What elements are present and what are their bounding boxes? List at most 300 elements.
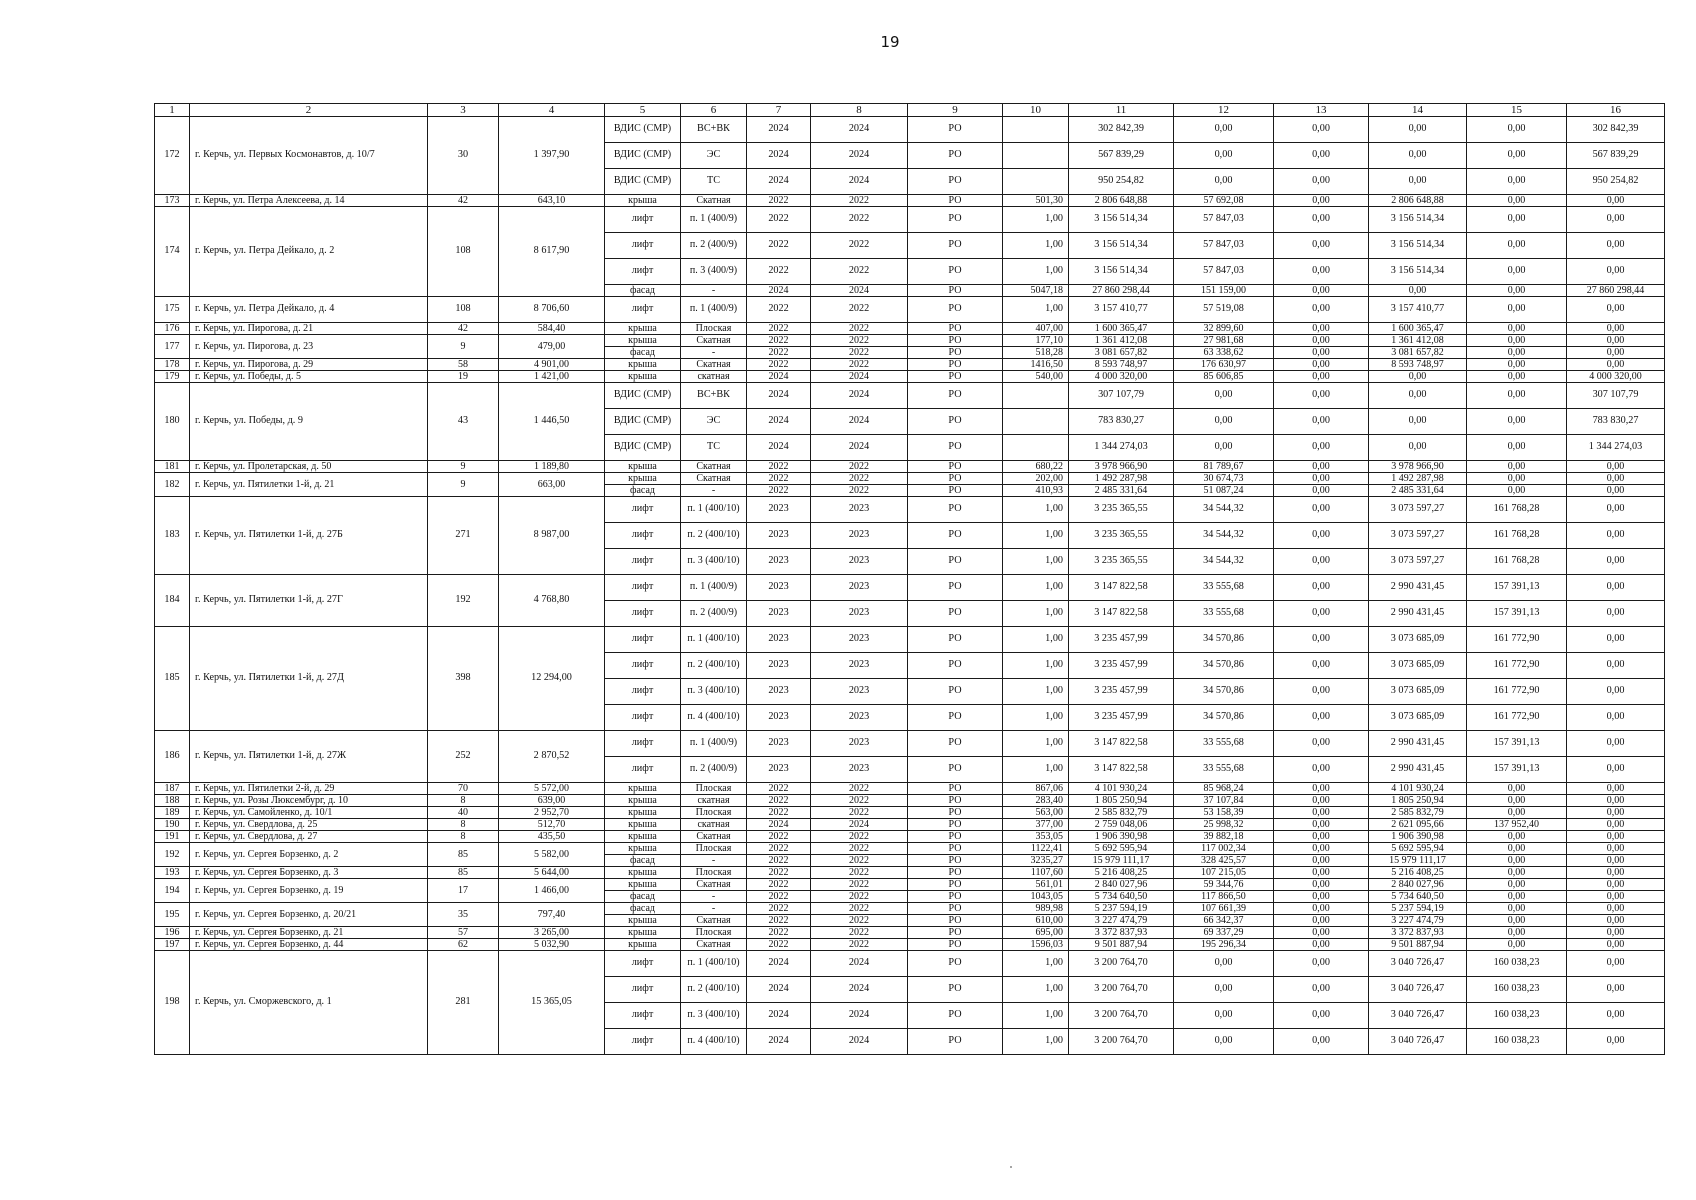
work-subtype-cell: п. 2 (400/10) — [681, 977, 747, 1003]
volume-cell: 1107,60 — [1003, 867, 1069, 879]
cost-col16-cell: 0,00 — [1567, 575, 1665, 601]
total-cost-cell: 3 200 764,70 — [1069, 1003, 1174, 1029]
address-cell: г. Керчь, ул. Пятилетки 1-й, д. 27Г — [190, 575, 428, 627]
cost-col12-cell: 33 555,68 — [1174, 731, 1274, 757]
year-end-cell: 2023 — [811, 601, 908, 627]
year-start-cell: 2024 — [747, 819, 811, 831]
cost-col14-cell: 2 990 431,45 — [1369, 731, 1467, 757]
cost-col12-cell: 57 847,03 — [1174, 207, 1274, 233]
table-row — [155, 731, 1665, 757]
cost-col15-cell: 0,00 — [1467, 473, 1567, 485]
work-subtype-cell: п. 1 (400/10) — [681, 951, 747, 977]
work-subtype-cell: - — [681, 485, 747, 497]
cost-col12-cell: 34 570,86 — [1174, 705, 1274, 731]
cost-col15-cell: 160 038,23 — [1467, 1029, 1567, 1055]
total-cost-cell: 2 485 331,64 — [1069, 485, 1174, 497]
cost-col14-cell: 2 621 095,66 — [1369, 819, 1467, 831]
year-end-cell: 2024 — [811, 819, 908, 831]
year-start-cell: 2023 — [747, 601, 811, 627]
year-end-cell: 2024 — [811, 1003, 908, 1029]
work-type-cell: лифт — [605, 757, 681, 783]
method-cell: РО — [908, 371, 1003, 383]
address-cell: г. Керчь, ул. Сергея Борзенко, д. 44 — [190, 939, 428, 951]
work-type-cell: крыша — [605, 939, 681, 951]
year-end-cell: 2024 — [811, 1029, 908, 1055]
method-cell: РО — [908, 549, 1003, 575]
method-cell: РО — [908, 323, 1003, 335]
volume-cell: 1,00 — [1003, 705, 1069, 731]
cost-col15-cell: 0,00 — [1467, 939, 1567, 951]
area-cell: 15 365,05 — [499, 951, 605, 1055]
work-type-cell: ВДИС (СМР) — [605, 117, 681, 143]
volume-cell: 695,00 — [1003, 927, 1069, 939]
work-type-cell: ВДИС (СМР) — [605, 143, 681, 169]
year-end-cell: 2022 — [811, 461, 908, 473]
table-row — [155, 831, 1665, 843]
cost-col14-cell: 4 101 930,24 — [1369, 783, 1467, 795]
cost-col16-cell: 0,00 — [1567, 679, 1665, 705]
work-subtype-cell: п. 3 (400/10) — [681, 549, 747, 575]
cost-col16-cell: 0,00 — [1567, 879, 1665, 891]
work-type-cell: лифт — [605, 259, 681, 285]
cost-col15-cell: 0,00 — [1467, 323, 1567, 335]
work-subtype-cell: п. 4 (400/10) — [681, 1029, 747, 1055]
year-start-cell: 2022 — [747, 891, 811, 903]
area-cell: 5 582,00 — [499, 843, 605, 867]
year-start-cell: 2024 — [747, 1003, 811, 1029]
cost-col15-cell: 161 768,28 — [1467, 549, 1567, 575]
apartments-cell: 62 — [428, 939, 499, 951]
cost-col13-cell: 0,00 — [1274, 705, 1369, 731]
method-cell: РО — [908, 843, 1003, 855]
work-type-cell: крыша — [605, 915, 681, 927]
year-start-cell: 2022 — [747, 323, 811, 335]
work-type-cell: крыша — [605, 843, 681, 855]
cost-col14-cell: 3 040 726,47 — [1369, 951, 1467, 977]
method-cell: РО — [908, 867, 1003, 879]
cost-col16-cell: 0,00 — [1567, 323, 1665, 335]
total-cost-cell: 4 000 320,00 — [1069, 371, 1174, 383]
method-cell: РО — [908, 297, 1003, 323]
cost-col14-cell: 3 156 514,34 — [1369, 233, 1467, 259]
row-number: 183 — [155, 497, 190, 575]
area-cell: 3 265,00 — [499, 927, 605, 939]
cost-col15-cell: 157 391,13 — [1467, 757, 1567, 783]
volume-cell: 1,00 — [1003, 297, 1069, 323]
total-cost-cell: 3 372 837,93 — [1069, 927, 1174, 939]
volume-cell: 1,00 — [1003, 497, 1069, 523]
year-start-cell: 2022 — [747, 335, 811, 347]
volume-cell: 1416,50 — [1003, 359, 1069, 371]
cost-col16-cell: 0,00 — [1567, 627, 1665, 653]
year-start-cell: 2023 — [747, 731, 811, 757]
cost-col12-cell: 0,00 — [1174, 409, 1274, 435]
work-type-cell: лифт — [605, 705, 681, 731]
work-type-cell: крыша — [605, 819, 681, 831]
area-cell: 1 397,90 — [499, 117, 605, 195]
apartments-cell: 9 — [428, 473, 499, 497]
cost-col13-cell: 0,00 — [1274, 435, 1369, 461]
cost-col15-cell: 0,00 — [1467, 371, 1567, 383]
cost-col14-cell: 3 073 685,09 — [1369, 679, 1467, 705]
table-row — [155, 575, 1665, 601]
method-cell: РО — [908, 1029, 1003, 1055]
work-type-cell: фасад — [605, 903, 681, 915]
year-end-cell: 2022 — [811, 915, 908, 927]
apartments-cell: 42 — [428, 195, 499, 207]
cost-col16-cell: 0,00 — [1567, 783, 1665, 795]
method-cell: РО — [908, 497, 1003, 523]
cost-col14-cell: 3 040 726,47 — [1369, 1003, 1467, 1029]
work-subtype-cell: ТС — [681, 435, 747, 461]
area-cell: 4 768,80 — [499, 575, 605, 627]
year-end-cell: 2024 — [811, 977, 908, 1003]
cost-col13-cell: 0,00 — [1274, 855, 1369, 867]
work-type-cell: ВДИС (СМР) — [605, 409, 681, 435]
work-subtype-cell: п. 1 (400/9) — [681, 297, 747, 323]
cost-col14-cell: 3 040 726,47 — [1369, 1029, 1467, 1055]
cost-col14-cell: 0,00 — [1369, 143, 1467, 169]
table-row — [155, 359, 1665, 371]
row-number: 179 — [155, 371, 190, 383]
year-end-cell: 2023 — [811, 653, 908, 679]
work-type-cell: лифт — [605, 951, 681, 977]
apartments-cell: 40 — [428, 807, 499, 819]
method-cell: РО — [908, 819, 1003, 831]
area-cell: 2 870,52 — [499, 731, 605, 783]
address-cell: г. Керчь, ул. Пятилетки 1-й, д. 27Ж — [190, 731, 428, 783]
work-subtype-cell: Скатная — [681, 335, 747, 347]
year-end-cell: 2022 — [811, 795, 908, 807]
row-number: 187 — [155, 783, 190, 795]
method-cell: РО — [908, 285, 1003, 297]
year-end-cell: 2024 — [811, 285, 908, 297]
cost-col13-cell: 0,00 — [1274, 575, 1369, 601]
work-type-cell: лифт — [605, 1029, 681, 1055]
address-cell: г. Керчь, ул. Сергея Борзенко, д. 21 — [190, 927, 428, 939]
cost-col13-cell: 0,00 — [1274, 371, 1369, 383]
year-start-cell: 2023 — [747, 653, 811, 679]
total-cost-cell: 302 842,39 — [1069, 117, 1174, 143]
year-end-cell: 2024 — [811, 409, 908, 435]
work-subtype-cell: ВС+ВК — [681, 383, 747, 409]
volume-cell: 540,00 — [1003, 371, 1069, 383]
address-cell: г. Керчь, ул. Пирогова, д. 29 — [190, 359, 428, 371]
year-end-cell: 2022 — [811, 867, 908, 879]
cost-col13-cell: 0,00 — [1274, 195, 1369, 207]
table-row — [155, 207, 1665, 233]
cost-col12-cell: 53 158,39 — [1174, 807, 1274, 819]
row-number: 184 — [155, 575, 190, 627]
table-row — [155, 117, 1665, 143]
cost-col12-cell: 0,00 — [1174, 951, 1274, 977]
cost-col16-cell: 0,00 — [1567, 819, 1665, 831]
total-cost-cell: 3 200 764,70 — [1069, 977, 1174, 1003]
cost-col12-cell: 34 544,32 — [1174, 497, 1274, 523]
work-type-cell: лифт — [605, 731, 681, 757]
year-end-cell: 2022 — [811, 807, 908, 819]
volume-cell: 1,00 — [1003, 1003, 1069, 1029]
cost-col13-cell: 0,00 — [1274, 927, 1369, 939]
cost-col15-cell: 161 772,90 — [1467, 627, 1567, 653]
cost-col16-cell: 307 107,79 — [1567, 383, 1665, 409]
total-cost-cell: 2 840 027,96 — [1069, 879, 1174, 891]
total-cost-cell: 3 147 822,58 — [1069, 731, 1174, 757]
work-type-cell: лифт — [605, 601, 681, 627]
cost-col12-cell: 57 847,03 — [1174, 259, 1274, 285]
work-subtype-cell: Скатная — [681, 195, 747, 207]
cost-col13-cell: 0,00 — [1274, 843, 1369, 855]
year-end-cell: 2024 — [811, 371, 908, 383]
volume-cell: 561,01 — [1003, 879, 1069, 891]
cost-col13-cell: 0,00 — [1274, 323, 1369, 335]
cost-col12-cell: 33 555,68 — [1174, 757, 1274, 783]
total-cost-cell: 3 235 365,55 — [1069, 523, 1174, 549]
method-cell: РО — [908, 783, 1003, 795]
year-end-cell: 2022 — [811, 347, 908, 359]
cost-col16-cell: 0,00 — [1567, 473, 1665, 485]
cost-col15-cell: 0,00 — [1467, 927, 1567, 939]
cost-col16-cell: 0,00 — [1567, 549, 1665, 575]
area-cell: 584,40 — [499, 323, 605, 335]
work-subtype-cell: - — [681, 347, 747, 359]
cost-col12-cell: 51 087,24 — [1174, 485, 1274, 497]
work-subtype-cell: Плоская — [681, 927, 747, 939]
work-subtype-cell: п. 2 (400/9) — [681, 601, 747, 627]
cost-col14-cell: 5 692 595,94 — [1369, 843, 1467, 855]
cost-col16-cell: 0,00 — [1567, 891, 1665, 903]
year-end-cell: 2023 — [811, 731, 908, 757]
cost-col12-cell: 0,00 — [1174, 1029, 1274, 1055]
year-start-cell: 2022 — [747, 359, 811, 371]
year-start-cell: 2022 — [747, 831, 811, 843]
volume-cell: 610,00 — [1003, 915, 1069, 927]
column-header: 12 — [1174, 104, 1274, 117]
method-cell: РО — [908, 473, 1003, 485]
work-type-cell: крыша — [605, 195, 681, 207]
total-cost-cell: 3 978 966,90 — [1069, 461, 1174, 473]
total-cost-cell: 3 235 457,99 — [1069, 627, 1174, 653]
row-number: 197 — [155, 939, 190, 951]
work-type-cell: ВДИС (СМР) — [605, 383, 681, 409]
cost-col14-cell: 1 492 287,98 — [1369, 473, 1467, 485]
page-number: 19 — [880, 33, 900, 51]
method-cell: РО — [908, 435, 1003, 461]
cost-col14-cell: 3 372 837,93 — [1369, 927, 1467, 939]
cost-col13-cell: 0,00 — [1274, 169, 1369, 195]
year-end-cell: 2022 — [811, 831, 908, 843]
volume-cell: 353,05 — [1003, 831, 1069, 843]
cost-col14-cell: 2 840 027,96 — [1369, 879, 1467, 891]
cost-col15-cell: 160 038,23 — [1467, 977, 1567, 1003]
work-type-cell: лифт — [605, 653, 681, 679]
cost-col16-cell: 0,00 — [1567, 485, 1665, 497]
volume-cell: 1,00 — [1003, 731, 1069, 757]
cost-col16-cell: 0,00 — [1567, 939, 1665, 951]
method-cell: РО — [908, 359, 1003, 371]
method-cell: РО — [908, 117, 1003, 143]
method-cell: РО — [908, 601, 1003, 627]
cost-col15-cell: 0,00 — [1467, 259, 1567, 285]
volume-cell: 501,30 — [1003, 195, 1069, 207]
year-end-cell: 2024 — [811, 951, 908, 977]
total-cost-cell: 9 501 887,94 — [1069, 939, 1174, 951]
cost-col13-cell: 0,00 — [1274, 915, 1369, 927]
cost-col12-cell: 57 692,08 — [1174, 195, 1274, 207]
cost-col16-cell: 0,00 — [1567, 1003, 1665, 1029]
volume-cell: 1,00 — [1003, 259, 1069, 285]
apartments-cell: 271 — [428, 497, 499, 575]
cost-col13-cell: 0,00 — [1274, 679, 1369, 705]
year-start-cell: 2022 — [747, 855, 811, 867]
work-type-cell: лифт — [605, 679, 681, 705]
work-subtype-cell: п. 2 (400/10) — [681, 653, 747, 679]
year-start-cell: 2022 — [747, 783, 811, 795]
table-row — [155, 819, 1665, 831]
cost-col12-cell: 34 570,86 — [1174, 653, 1274, 679]
cost-col15-cell: 160 038,23 — [1467, 1003, 1567, 1029]
column-header: 5 — [605, 104, 681, 117]
area-cell: 1 421,00 — [499, 371, 605, 383]
total-cost-cell: 3 227 474,79 — [1069, 915, 1174, 927]
volume-cell: 1,00 — [1003, 627, 1069, 653]
cost-col12-cell: 34 544,32 — [1174, 549, 1274, 575]
year-end-cell: 2022 — [811, 879, 908, 891]
volume-cell: 518,28 — [1003, 347, 1069, 359]
cost-col15-cell: 0,00 — [1467, 831, 1567, 843]
address-cell: г. Керчь, ул. Пятилетки 1-й, д. 27Б — [190, 497, 428, 575]
year-end-cell: 2022 — [811, 195, 908, 207]
work-subtype-cell: п. 4 (400/10) — [681, 705, 747, 731]
cost-col14-cell: 2 990 431,45 — [1369, 575, 1467, 601]
volume-cell: 1,00 — [1003, 233, 1069, 259]
cost-col14-cell: 1 906 390,98 — [1369, 831, 1467, 843]
method-cell: РО — [908, 705, 1003, 731]
address-cell: г. Керчь, ул. Пирогова, д. 23 — [190, 335, 428, 359]
cost-col16-cell: 0,00 — [1567, 843, 1665, 855]
cost-col16-cell: 0,00 — [1567, 259, 1665, 285]
cost-col12-cell: 63 338,62 — [1174, 347, 1274, 359]
year-end-cell: 2023 — [811, 523, 908, 549]
apartments-cell: 281 — [428, 951, 499, 1055]
cost-col13-cell: 0,00 — [1274, 831, 1369, 843]
cost-col13-cell: 0,00 — [1274, 939, 1369, 951]
volume-cell: 1,00 — [1003, 653, 1069, 679]
cost-col14-cell: 2 990 431,45 — [1369, 601, 1467, 627]
cost-col14-cell: 3 156 514,34 — [1369, 207, 1467, 233]
apartments-cell: 70 — [428, 783, 499, 795]
cost-col15-cell: 0,00 — [1467, 169, 1567, 195]
column-header: 15 — [1467, 104, 1567, 117]
cost-col15-cell: 0,00 — [1467, 297, 1567, 323]
work-subtype-cell: п. 3 (400/10) — [681, 679, 747, 705]
address-cell: г. Керчь, ул. Пирогова, д. 21 — [190, 323, 428, 335]
cost-col12-cell: 328 425,57 — [1174, 855, 1274, 867]
cost-col16-cell: 0,00 — [1567, 347, 1665, 359]
cost-col12-cell: 85 606,85 — [1174, 371, 1274, 383]
cost-col14-cell: 3 073 685,09 — [1369, 627, 1467, 653]
work-type-cell: лифт — [605, 1003, 681, 1029]
cost-col12-cell: 0,00 — [1174, 169, 1274, 195]
total-cost-cell: 950 254,82 — [1069, 169, 1174, 195]
work-type-cell: лифт — [605, 233, 681, 259]
work-subtype-cell: Скатная — [681, 915, 747, 927]
total-cost-cell: 1 805 250,94 — [1069, 795, 1174, 807]
cost-col14-cell: 2 485 331,64 — [1369, 485, 1467, 497]
area-cell: 1 466,00 — [499, 879, 605, 903]
cost-col12-cell: 33 555,68 — [1174, 575, 1274, 601]
method-cell: РО — [908, 233, 1003, 259]
cost-col14-cell: 1 361 412,08 — [1369, 335, 1467, 347]
cost-col15-cell: 157 391,13 — [1467, 575, 1567, 601]
year-end-cell: 2023 — [811, 705, 908, 731]
cost-col13-cell: 0,00 — [1274, 879, 1369, 891]
year-end-cell: 2023 — [811, 757, 908, 783]
cost-col13-cell: 0,00 — [1274, 891, 1369, 903]
cost-col13-cell: 0,00 — [1274, 601, 1369, 627]
cost-col12-cell: 0,00 — [1174, 143, 1274, 169]
total-cost-cell: 5 216 408,25 — [1069, 867, 1174, 879]
year-start-cell: 2024 — [747, 169, 811, 195]
cost-col12-cell: 32 899,60 — [1174, 323, 1274, 335]
year-end-cell: 2022 — [811, 473, 908, 485]
cost-col15-cell: 0,00 — [1467, 143, 1567, 169]
method-cell: РО — [908, 891, 1003, 903]
apartments-cell: 8 — [428, 795, 499, 807]
cost-col15-cell: 0,00 — [1467, 891, 1567, 903]
row-number: 186 — [155, 731, 190, 783]
cost-col13-cell: 0,00 — [1274, 807, 1369, 819]
cost-col15-cell: 0,00 — [1467, 335, 1567, 347]
area-cell: 4 901,00 — [499, 359, 605, 371]
address-cell: г. Керчь, ул. Свердлова, д. 25 — [190, 819, 428, 831]
address-cell: г. Керчь, ул. Петра Дейкало, д. 2 — [190, 207, 428, 297]
cost-col12-cell: 0,00 — [1174, 117, 1274, 143]
year-end-cell: 2022 — [811, 843, 908, 855]
year-start-cell: 2024 — [747, 409, 811, 435]
cost-col14-cell: 1 600 365,47 — [1369, 323, 1467, 335]
work-subtype-cell: Плоская — [681, 323, 747, 335]
table-row — [155, 927, 1665, 939]
cost-col13-cell: 0,00 — [1274, 233, 1369, 259]
year-start-cell: 2022 — [747, 807, 811, 819]
method-cell: РО — [908, 679, 1003, 705]
apartments-cell: 85 — [428, 867, 499, 879]
method-cell: РО — [908, 523, 1003, 549]
year-start-cell: 2022 — [747, 233, 811, 259]
year-end-cell: 2022 — [811, 783, 908, 795]
year-start-cell: 2024 — [747, 1029, 811, 1055]
address-cell: г. Керчь, ул. Пятилетки 1-й, д. 21 — [190, 473, 428, 497]
cost-col12-cell: 117 866,50 — [1174, 891, 1274, 903]
cost-col14-cell: 9 501 887,94 — [1369, 939, 1467, 951]
method-cell: РО — [908, 903, 1003, 915]
volume-cell: 202,00 — [1003, 473, 1069, 485]
row-number: 191 — [155, 831, 190, 843]
table-row — [155, 371, 1665, 383]
area-cell: 663,00 — [499, 473, 605, 497]
apartments-cell: 58 — [428, 359, 499, 371]
cost-col14-cell: 3 073 597,27 — [1369, 523, 1467, 549]
work-subtype-cell: п. 1 (400/10) — [681, 497, 747, 523]
cost-col16-cell: 0,00 — [1567, 915, 1665, 927]
column-header: 9 — [908, 104, 1003, 117]
year-start-cell: 2022 — [747, 207, 811, 233]
table-row — [155, 297, 1665, 323]
cost-col15-cell: 0,00 — [1467, 233, 1567, 259]
apartments-cell: 398 — [428, 627, 499, 731]
row-number: 195 — [155, 903, 190, 927]
